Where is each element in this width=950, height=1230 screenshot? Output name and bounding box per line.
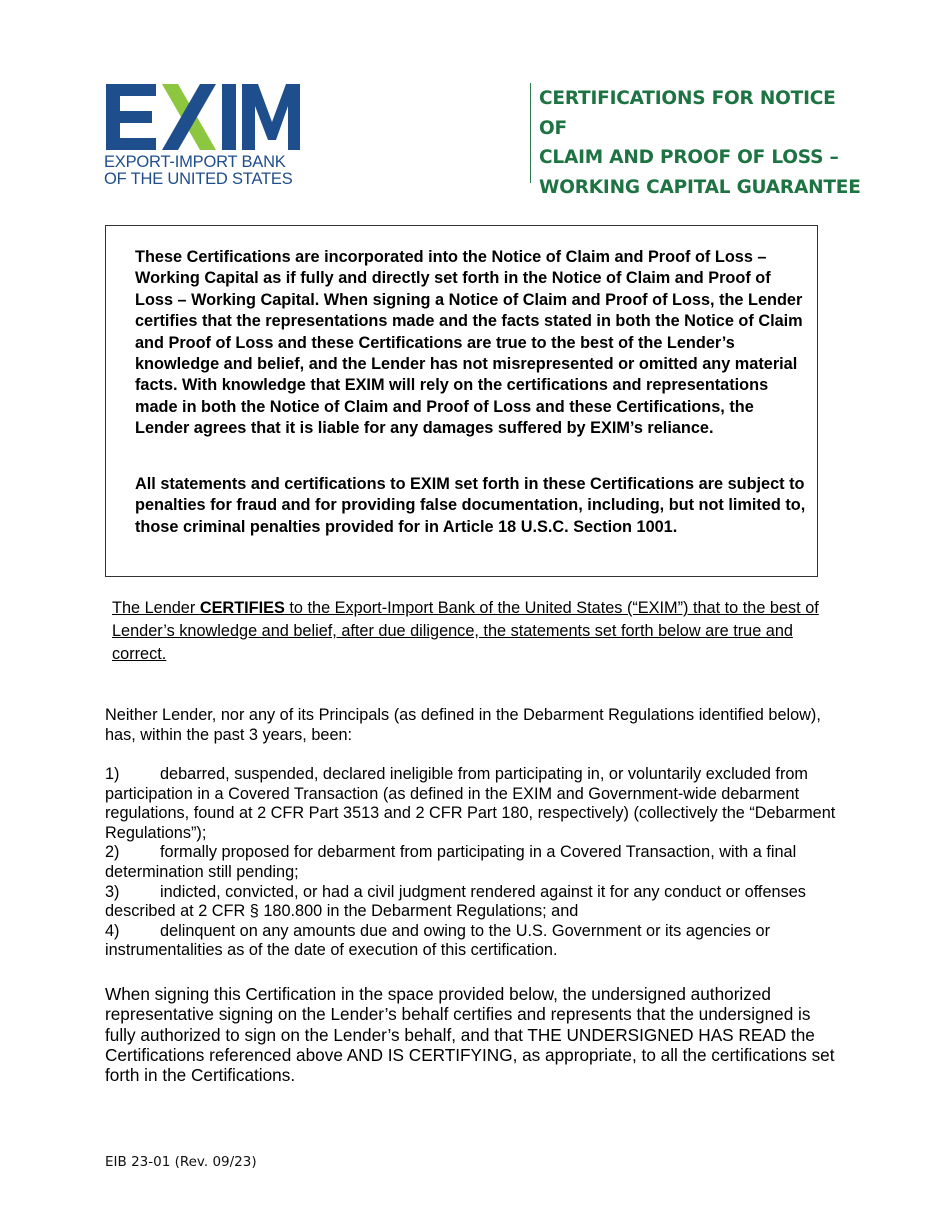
title-line-3: WORKING CAPITAL GUARANTEE xyxy=(539,176,861,198)
item-number: 2) xyxy=(105,843,120,862)
item-number: 3) xyxy=(105,882,120,901)
item-number: 1) xyxy=(105,765,120,783)
item-text: indicted, convicted, or had a civil judgment rendered against it for any conduct or offenses described at 2 CFR § 180.800 in the Debarment Regulations; and xyxy=(105,882,806,921)
logo-line-1: EXPORT-IMPORT BANK xyxy=(104,153,286,171)
page-title xyxy=(539,84,869,202)
notice-paragraph-2: All statements and certifications to EXIM set forth in these Certifications are subject to penalties for fraud and for providing false documentation, including, but not limited to, those criminal penalties provided for in Article 18 U.S.C. Section 1001. xyxy=(135,475,806,536)
debarment-intro: Neither Lender, nor any of its Principals (as defined in the Debarment Regulations identified below), has, within the past 3 years, been: xyxy=(105,706,821,744)
list-item xyxy=(105,843,845,882)
title-line-2: CLAIM AND PROOF OF LOSS – xyxy=(539,147,839,168)
exim-logo xyxy=(104,82,304,192)
item-number: 4) xyxy=(105,921,120,940)
signing-statement: When signing this Certification in the space provided below, the undersigned authorized representative signing on the Lender’s behalf certifies and represents that the undersigned is fully authorized to sign on the Lender’s behalf, and that THE UNDERSIGNED HAS READ the Certifications referenced above AND IS CERTIFYING, as appropriate, to all the certifications set forth in the Certifications. xyxy=(105,984,835,1086)
certifies-bold: CERTIFIES xyxy=(199,599,285,617)
item-text: delinquent on any amounts due and owing to the U.S. Government or its agencies or instrumentalities as of the date of execution of this certification. xyxy=(105,921,771,960)
exim-wordmark xyxy=(104,82,304,152)
item-text: formally proposed for debarment from participating in a Covered Transaction, with a final determination still pending; xyxy=(105,843,797,881)
item-text: debarred, suspended, declared ineligible from participating in, or voluntarily excluded from participation in a Covered Transaction (as defined in the EXIM and Government-wide debarment regulations, found at 2 CFR Part 3513 and 2 CFR Part 180, respectively) (collectively the “Debarment Regulations”); xyxy=(105,765,836,842)
notice-box xyxy=(105,225,818,577)
form-number: EIB 23-01 (Rev. 09/23) xyxy=(105,1154,257,1170)
title-line-1: CERTIFICATIONS FOR NOTICE OF xyxy=(539,88,836,139)
notice-paragraph-1: These Certifications are incorporated into the Notice of Claim and Proof of Loss – Working Capital as if fully and directly set forth in the Notice of Claim and Proof of Loss – Working Capital. When signing a Notice of Claim and Proof of Loss, the Lender certifies that the representations made and the facts stated in both the Notice of Claim and Proof of Loss and these Certifications are true to the best of the Lender’s knowledge and belief, and the Lender has not misrepresented or omitted any material facts. With knowledge that EXIM will rely on the certifications and representations made in both the Notice of Claim and Proof of Loss and these Certifications, the Lender agrees that it is liable for any damages suffered by EXIM’s reliance. xyxy=(135,248,803,438)
header-divider xyxy=(530,83,531,183)
logo-line-2: OF THE UNITED STATES xyxy=(104,170,293,188)
certifies-suffix: to the Export-Import Bank of the United States (“EXIM”) that to the best of Lender’s knowledge and belief, after due diligence, the statements set forth below are true and correct. xyxy=(112,599,819,663)
logo-subtitle xyxy=(104,154,314,188)
list-item xyxy=(105,922,845,961)
list-item xyxy=(105,883,845,922)
certifies-statement xyxy=(112,597,832,666)
debarment-list xyxy=(105,765,845,961)
certifies-prefix: The Lender xyxy=(112,599,200,617)
list-item xyxy=(105,765,845,843)
